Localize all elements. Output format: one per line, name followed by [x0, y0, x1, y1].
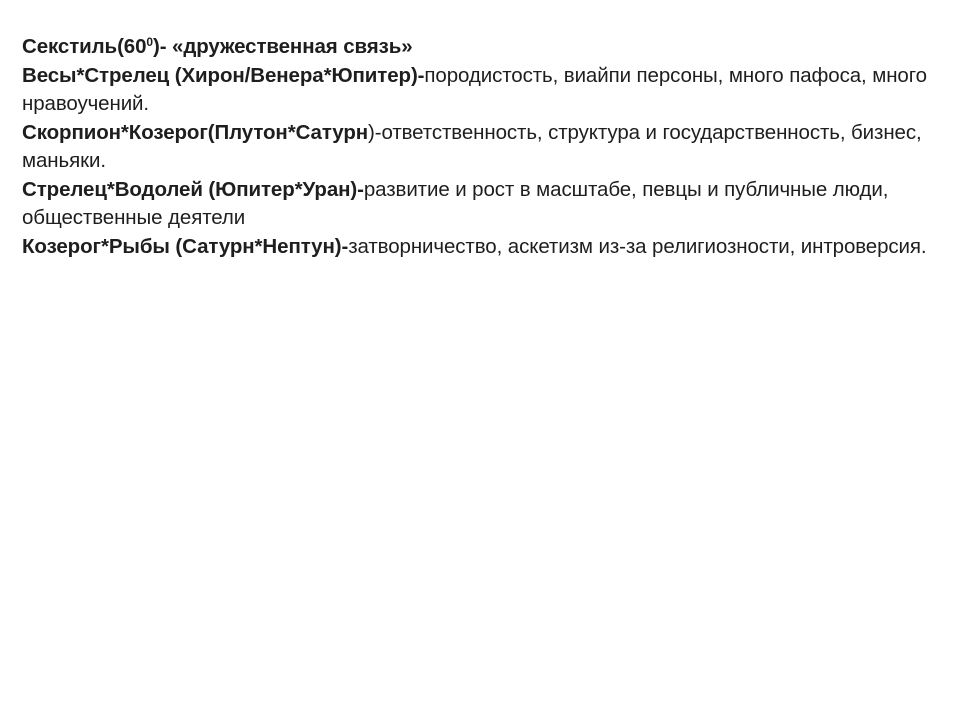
aspect-item-sagittarius-aquarius [22, 176, 932, 233]
aspect-signs: Весы*Стрелец (Хирон/Венера*Юпитер)- [22, 63, 425, 87]
degree-superscript: 0 [146, 35, 153, 49]
slide-heading [22, 33, 932, 62]
aspect-signs: Стрелец*Водолей (Юпитер*Уран)- [22, 177, 364, 201]
aspect-signs: Козерог*Рыбы (Сатурн*Нептун)- [22, 234, 349, 258]
aspect-item-libra-sagittarius [22, 62, 932, 119]
aspect-description: развитие и рост в масштабе, певцы и публичные люди, общественные деятели [22, 177, 889, 229]
text-body [22, 33, 932, 261]
aspect-item-capricorn-pisces [22, 233, 932, 262]
aspect-description: породистость, виайпи персоны, много пафоса, много нравоучений. [22, 63, 927, 115]
aspect-signs: Скорпион*Козерог(Плутон*Сатурн [22, 120, 369, 144]
aspect-item-scorpio-capricorn [22, 119, 932, 176]
heading-text-end: )- «дружественная связь» [152, 35, 413, 58]
heading-text-start: Секстиль(60 [22, 35, 147, 58]
aspect-description: затворничество, аскетизм из-за религиозности, интроверсия. [348, 234, 927, 258]
aspect-description: )-ответственность, структура и государственность, бизнес, маньяки. [22, 120, 922, 172]
